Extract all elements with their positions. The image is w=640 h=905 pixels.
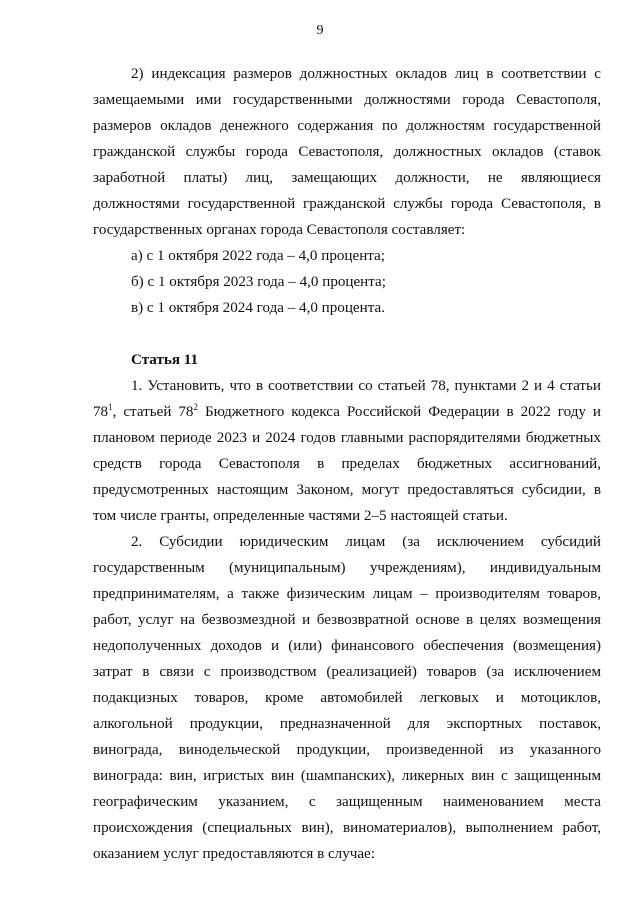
item-2-paragraph: 2) индексация размеров должностных окладов лиц в соответствии с замещаемыми ими государственными должностями города Севастополя, размеров окладов денежного содержания по должностям государственной гражданской службы города Севастополя, должностных окладов (ставок заработной платы) лиц, замещающих должности, не являющиеся должностями государственной гражданской службы города Севастополя, в государственных органах города Севастополя составляет:: [93, 66, 601, 238]
article-paragraph-1: [93, 373, 601, 529]
document-body: [93, 61, 601, 867]
subitem-c: в) с 1 октября 2024 года – 4,0 процента.: [131, 300, 385, 316]
subitem-a: а) с 1 октября 2022 года – 4,0 процента;: [131, 248, 385, 264]
page-number: 9: [316, 23, 324, 38]
article-p1-text-1: 1. Установить, что в соответствии со статьей 78, пунктами 2 и 4 статьи 78: [93, 378, 601, 420]
article-paragraph-2: 2. Субсидии юридическим лицам (за исключением субсидий государственным (муниципальным) учреждениям), индивидуальным предпринимателям, а также физическим лицам – производителям товаров, работ, услуг на безвозмездной и безвозвратной основе в целях возмещения недополученных доходов и (или) финансового обеспечения (возмещения) затрат в связи с производством (реализацией) товаров (за исключением подакцизных товаров, кроме автомобилей легковых и мотоциклов, алкогольной продукции, предназначенной для экспортных поставок, винограда, винодельческой продукции, произведенной из указанного винограда: вин, игристых вин (шампанских), ликерных вин с защищенным географическим указанием, с защищенным наименованием места происхождения (специальных вин), виноматериалов), выполнением работ, оказанием услуг предоставляются в случае:: [93, 534, 601, 862]
article-p1-superscript-2: 2: [193, 402, 198, 412]
article-p1-text-3: Бюджетного кодекса Российской Федерации в 2022 году и плановом периоде 2023 и 2024 годов главными распорядителями бюджетных средств города Севастополя в пределах бюджетных ассигнований, предусмотренных настоящим Законом, могут предоставляться субсидии, в том числе гранты, определенные частями 2–5 настоящей статьи.: [93, 404, 601, 524]
article-p1-superscript-1: 1: [108, 402, 113, 412]
subitem-b: б) с 1 октября 2023 года – 4,0 процента;: [131, 274, 386, 290]
article-p1-text-2: , статьей 78: [112, 404, 194, 420]
article-heading: Статья 11: [131, 352, 199, 368]
